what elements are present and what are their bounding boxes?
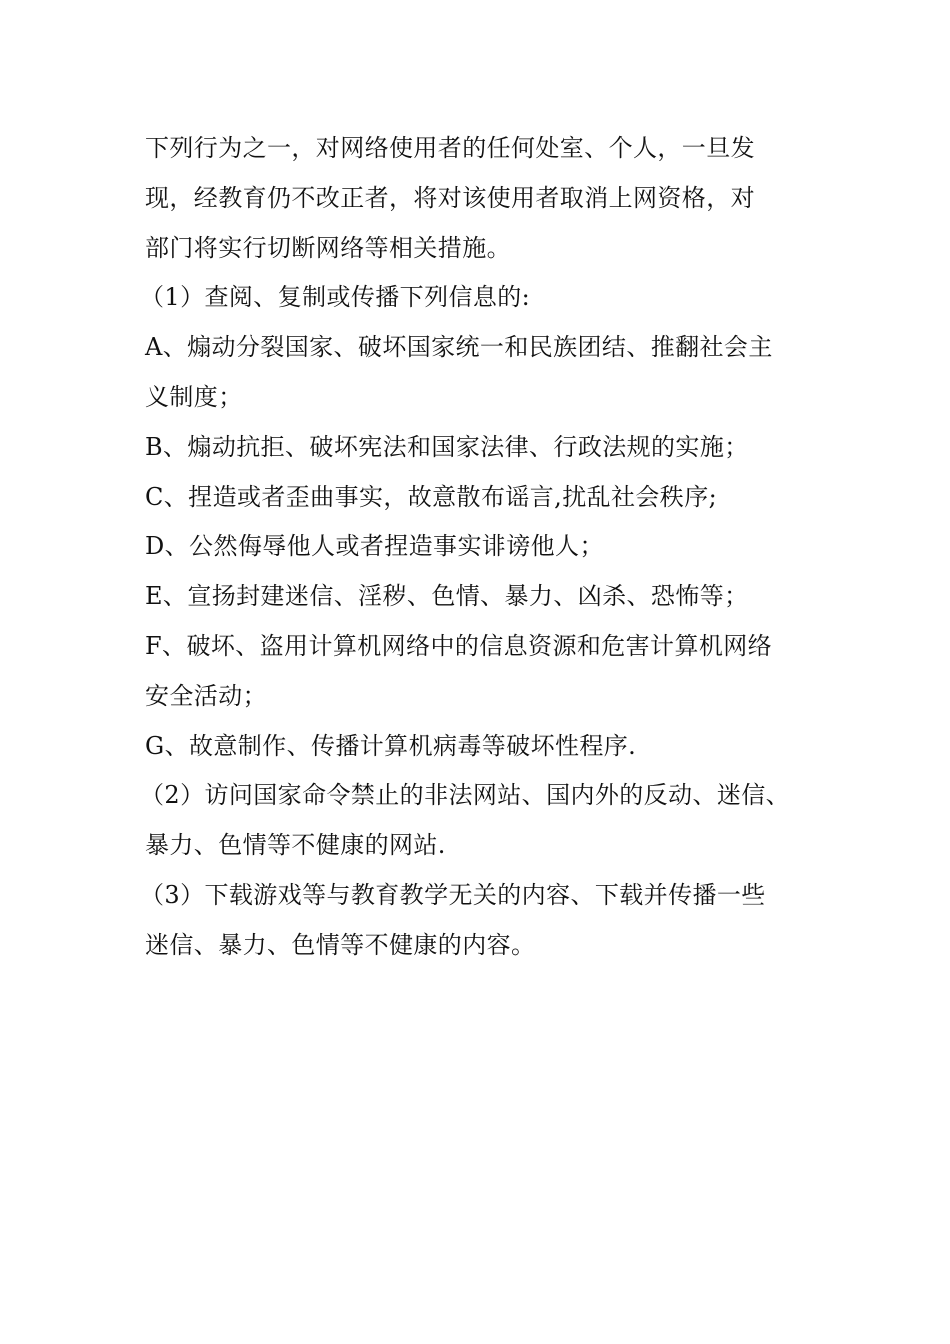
clause-2-continued: 暴力、色情等不健康的网站. <box>145 831 446 860</box>
paragraph-line: 下列行为之一，对网络使用者的任何处室、个人，一旦发 <box>145 134 755 162</box>
clause-heading-2: （2）访问国家命令禁止的非法网站、国内外的反动、迷信、 <box>140 781 791 810</box>
paragraph-line: 现，经教育仍不改正者，将对该使用者取消上网资格，对 <box>145 183 755 212</box>
list-item-f-continued: 安全活动； <box>145 681 267 710</box>
list-item-a-continued: 义制度； <box>145 382 243 411</box>
list-item-c: C、捏造或者歪曲事实，故意散布谣言,扰乱社会秩序; <box>145 482 718 511</box>
list-item-a: A、煽动分裂国家、破坏国家统一和民族团结、推翻社会主 <box>145 333 773 362</box>
clause-heading-3: （3）下载游戏等与教育教学无关的内容、下载并传播一些 <box>140 880 766 909</box>
clause-3-continued: 迷信、暴力、色情等不健康的内容。 <box>145 930 536 959</box>
list-item-b: B、煽动抗拒、破坏宪法和国家法律、行政法规的实施； <box>145 432 749 461</box>
document-body <box>140 124 825 971</box>
list-item-g: G、故意制作、传播计算机病毒等破坏性程序. <box>145 731 637 760</box>
paragraph-line: 部门将实行切断网络等相关措施。 <box>145 233 511 262</box>
list-item-d: D、公然侮辱他人或者捏造事实诽谤他人； <box>145 532 604 561</box>
list-item-e: E、宣扬封建迷信、淫秽、色情、暴力、凶杀、恐怖等； <box>145 582 749 611</box>
list-item-f: F、破坏、盗用计算机网络中的信息资源和危害计算机网络 <box>145 631 773 660</box>
clause-heading-1: （1）查阅、复制或传播下列信息的: <box>140 283 531 312</box>
